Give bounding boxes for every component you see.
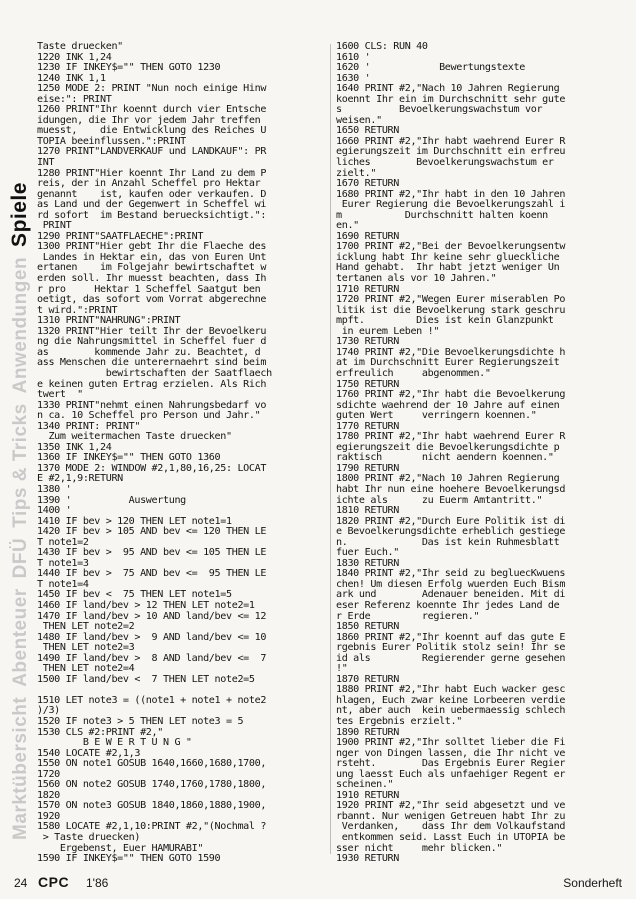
code-line: ng die Nahrungsmittel in Scheffel fuer d <box>37 336 267 348</box>
code-line: 1260 PRINT"Ihr koennt durch vier Entsche <box>37 104 267 116</box>
code-line: E #2,1,9:RETURN <box>37 473 123 485</box>
code-line: 1590 IF INKEY$="" THEN GOTO 1590 <box>37 853 221 865</box>
code-line: 1780 PRINT #2,"Ihr habt waehrend Eurer R <box>336 431 566 443</box>
code-line: Eurer Regierung die Bevoelkerungszahl i <box>336 199 566 211</box>
code-line: 1300 PRINT"Hier gebt Ihr die Flaeche des <box>37 241 267 253</box>
code-line: as kommende Jahr zu. Beachtet, d <box>37 346 261 358</box>
code-line: 1280 PRINT"Hier koennt Ihr Land zu dem P <box>37 167 267 179</box>
section-tab: Spiele <box>8 182 31 247</box>
code-line: r Erde regieren." <box>336 610 480 622</box>
code-line: 1850 RETURN <box>336 621 399 633</box>
code-line: e keinen guten Ertrag erzielen. Als Rich <box>37 378 267 390</box>
page-footer <box>0 874 636 894</box>
code-line: ung laesst Euch als unfaehiger Regent er <box>336 768 566 780</box>
code-line: 1710 RETURN <box>336 283 399 295</box>
code-line: en." <box>336 220 359 232</box>
code-line: raktisch nicht aendern koennen." <box>336 452 554 464</box>
section-index-sidebar <box>0 0 34 880</box>
code-line: 1370 MODE 2: WINDOW #2,1,80,16,25: LOCAT <box>37 462 267 474</box>
code-line: 1450 IF bev < 75 THEN LET note1=5 <box>37 589 232 601</box>
code-line: egierungszeit die Bevoelkerungsdichte p <box>336 441 560 453</box>
code-line: 1640 PRINT #2,"Nach 10 Jahren Regierung <box>336 83 560 95</box>
code-line: bewirtschaften der Saatflaech <box>37 367 272 379</box>
code-line: nger von Dingen lassen, die Ihr nicht ve <box>336 747 566 759</box>
code-line: reis, der in Anzahl Scheffel pro Hektar <box>37 178 261 190</box>
code-line: 1430 IF bev > 95 AND bev <= 105 THEN LE <box>37 547 267 559</box>
code-line: 1390 ' Auswertung <box>37 494 186 506</box>
code-line: 1410 IF bev > 120 THEN LET note1=1 <box>37 515 232 527</box>
code-line: rgebnis Eurer Politik stolz sein! Ihr se <box>336 642 566 654</box>
code-line: zielt." <box>336 167 377 179</box>
code-line: 1530 CLS #2:PRINT #2," <box>37 726 163 738</box>
code-line: 1330 PRINT"nehmt einen Nahrungsbedarf vo <box>37 399 267 411</box>
code-line: 1930 RETURN <box>336 853 399 865</box>
code-line: THEN LET note2=3 <box>37 642 135 654</box>
code-line: twert " <box>37 389 83 401</box>
code-line: 1920 <box>37 810 60 822</box>
code-line: 1290 PRINT"SAATFLAECHE":PRINT <box>37 230 204 242</box>
code-line: Verdanken, dass Ihr dem Volkaufstand <box>336 821 566 833</box>
code-line: liches Bevoelkerungswachstum er <box>336 157 554 169</box>
code-line: 1650 RETURN <box>336 125 399 137</box>
code-line: 1500 IF land/bev < 7 THEN LET note2=5 <box>37 673 255 685</box>
code-line: Zum weitermachen Taste druecken" <box>37 431 232 443</box>
code-line: !" <box>336 663 348 675</box>
code-line: 1240 INK 1,1 <box>37 72 106 84</box>
code-line: id als Regierender gerne gesehen <box>336 652 566 664</box>
code-line: T note1=2 <box>37 536 89 548</box>
code-line: chen! Um diesen Erfolg wuerden Euch Bism <box>336 578 566 590</box>
code-line: 1580 LOCATE #2,1,10:PRINT #2,"(Nochmal ? <box>37 821 267 833</box>
code-line: 1440 IF bev > 75 AND bev <= 95 THEN LE <box>37 568 267 580</box>
code-line: erden soll. Ihr muesst beachten, dass Ih <box>37 273 267 285</box>
code-line: rbannt. Nur wenigen Getreuen habt Ihr zu <box>336 810 566 822</box>
code-line: 1890 RETURN <box>336 726 399 738</box>
code-line: 1550 ON note1 GOSUB 1640,1660,1680,1700, <box>37 758 267 770</box>
section-tab: Tips & Tricks <box>10 403 31 528</box>
code-line: litik ist die Bevoelkerung stark geschru <box>336 304 566 316</box>
page-number: 24 <box>14 876 28 890</box>
code-line: 1490 IF land/bev > 8 AND land/bev <= 7 <box>37 652 267 664</box>
code-line: Landes in Hektar ein, das von Euren Unt <box>37 251 267 263</box>
code-line: Hand gehabt. Ihr habt jetzt weniger Un <box>336 262 560 274</box>
code-line: 1340 PRINT: PRINT" <box>37 420 141 432</box>
code-line: 1790 RETURN <box>336 462 399 474</box>
code-line: nt, aber auch kein uebermaessig schlech <box>336 705 566 717</box>
code-line: 1630 ' <box>336 72 371 84</box>
code-line: 1870 RETURN <box>336 673 399 685</box>
code-line: ichte als zu Euerm Amtantritt." <box>336 494 543 506</box>
code-line: 1220 INK 1,24 <box>37 51 112 63</box>
code-line: 1470 IF land/bev > 10 AND land/bev <= 12 <box>37 610 267 622</box>
code-line: PRINT <box>37 220 72 232</box>
edition-label: Sonderheft <box>563 876 622 890</box>
code-line: 1270 PRINT"LANDVERKAUF und LANDKAUF": PR <box>37 146 267 158</box>
code-line: habt Ihr nun eine hoehere Bevoelkerungsd <box>336 483 566 495</box>
code-line: koennt Ihr ein im Durchschnitt sehr gute <box>336 93 566 105</box>
code-line: genannt ist, kaufen oder verkaufen. D <box>37 188 267 200</box>
code-line: 1460 IF land/bev > 12 THEN LET note2=1 <box>37 599 255 611</box>
column-divider <box>330 44 331 854</box>
code-line: 1560 ON note2 GOSUB 1740,1760,1780,1800, <box>37 779 267 791</box>
code-line: at im Durchschnitt Eurer Regierungszeit <box>336 357 560 369</box>
code-line: 1420 IF bev > 105 AND bev <= 120 THEN LE <box>37 526 267 538</box>
code-line: TOPIA beeinflussen.":PRINT <box>37 135 186 147</box>
code-line: in eurem Leben !" <box>336 325 440 337</box>
code-line: 1480 IF land/bev > 9 AND land/bev <= 10 <box>37 631 267 643</box>
code-line: m Durchschnitt halten koenn <box>336 209 548 221</box>
code-line: as Land und der Gegenwert in Scheffel wi <box>37 199 267 211</box>
code-line: T note1=4 <box>37 578 89 590</box>
section-tab: Abenteuer <box>10 588 31 687</box>
code-line: > Taste druecken) <box>37 832 141 844</box>
code-line: n ca. 10 Scheffel pro Person und Jahr." <box>37 410 261 422</box>
code-line: rsteht. Das Ergebnis Eurer Regier <box>336 758 566 770</box>
code-line: 1720 <box>37 768 60 780</box>
code-line: 1880 PRINT #2,"Ihr habt Euch wacker gesc <box>336 684 566 696</box>
code-line: 1810 RETURN <box>336 505 399 517</box>
code-line: Taste druecken" <box>37 41 123 52</box>
code-line: ass Menschen die unterernaehrt sind beim <box>37 357 267 369</box>
code-line: guten Wert verringern koennen." <box>336 410 537 422</box>
code-line: hlagen, Euch zwar keine Lorbeeren verdie <box>336 694 566 706</box>
code-line: 1510 LET note3 = ((note1 + note1 + note2 <box>37 694 267 706</box>
code-line: tertanen als vor 10 Jahren." <box>336 273 497 285</box>
code-line: 1770 RETURN <box>336 420 399 432</box>
code-line: 1690 RETURN <box>336 230 399 242</box>
code-line: n. Das ist kein Ruhmesblatt <box>336 536 560 548</box>
code-line: 1700 PRINT #2,"Bei der Bevoelkerungsentw <box>336 241 566 253</box>
code-listing-right-column <box>336 41 624 865</box>
code-line: 1380 ' <box>37 483 72 495</box>
code-line: sser nicht mehr blicken." <box>336 842 503 854</box>
code-line: eser Referenz koennte Ihr jedes Land de <box>336 599 560 611</box>
code-line: 1520 IF note3 > 5 THEN LET note3 = 5 <box>37 716 244 727</box>
code-line: mpft. Dies ist kein Glanzpunkt <box>336 315 554 327</box>
code-line: s Bevoelkerungswachstum vor <box>336 104 543 116</box>
code-line: 1610 ' <box>336 51 371 63</box>
code-line: weisen." <box>336 114 382 126</box>
code-listing-left-column <box>37 41 327 865</box>
code-line: T note1=3 <box>37 557 89 569</box>
code-line: 1250 MODE 2: PRINT "Nun noch einige Hinw <box>37 83 267 95</box>
code-line: egierungszeit im Durchschnitt ein erfreu <box>336 146 566 158</box>
code-line: e Bevoelkerungsdichte erheblich gestiege <box>336 526 566 538</box>
code-line: 1360 IF INKEY$="" THEN GOTO 1360 <box>37 452 221 464</box>
code-line: THEN LET note2=4 <box>37 663 135 675</box>
code-line: muesst, die Entwicklung des Reiches U <box>37 125 267 137</box>
code-line: sdichte waehrend der 10 Jahre auf einen <box>336 399 560 411</box>
code-line: 1310 PRINT"NAHRUNG":PRINT <box>37 315 181 327</box>
code-line: tes Ergebnis erzielt." <box>336 716 462 727</box>
code-line: ertanen im Folgejahr bewirtschaftet w <box>37 262 267 274</box>
code-line: 1750 RETURN <box>336 378 399 390</box>
code-line: 1910 RETURN <box>336 789 399 801</box>
code-line: INT <box>37 157 55 169</box>
issue-label: 1'86 <box>86 876 109 890</box>
code-line: Ergebenst, Euer HAMURABI" <box>37 842 204 854</box>
code-line: erfreulich abgenommen." <box>336 367 491 379</box>
code-line: 1660 PRINT #2,"Ihr habt waehrend Eurer R <box>336 135 566 147</box>
code-line: 1400 ' <box>37 505 72 517</box>
code-line: 1920 PRINT #2,"Ihr seid abgesetzt und ve <box>336 800 566 812</box>
code-line: eise:": PRINT <box>37 93 112 105</box>
code-line: rd sofort im Bestand beruecksichtigt.": <box>37 209 267 221</box>
code-line: scheinen." <box>336 779 394 791</box>
code-line: 1320 PRINT"Hier teilt Ihr der Bevoelkeru <box>37 325 267 337</box>
code-line: 1800 PRINT #2,"Nach 10 Jahren Regierung <box>336 473 560 485</box>
code-line: THEN LET note2=2 <box>37 621 135 633</box>
code-line: 1540 LOCATE #2,1,3 <box>37 747 141 759</box>
code-line: 1600 CLS: RUN 40 <box>336 41 428 52</box>
code-line: 1900 PRINT #2,"Ihr solltet lieber die Fi <box>336 737 566 749</box>
code-line: 1860 PRINT #2,"Ihr koennt auf das gute E <box>336 631 566 643</box>
code-line: 1840 PRINT #2,"Ihr seid zu begluecKwuens <box>336 568 566 580</box>
code-line: r pro Hektar 1 Scheffel Saatgut ben <box>37 283 261 295</box>
code-line: oetigt, das sofort vom Vorrat abgerechne <box>37 294 267 306</box>
section-tab: Marktübersicht <box>10 696 31 840</box>
code-line: 1230 IF INKEY$="" THEN GOTO 1230 <box>37 62 221 74</box>
code-line: 1820 <box>37 789 60 801</box>
code-line: B E W E R T U N G " <box>37 737 192 749</box>
code-line: 1830 RETURN <box>336 557 399 569</box>
code-line: 1680 PRINT #2,"Ihr habt in den 10 Jahren <box>336 188 566 200</box>
code-line: t wird.":PRINT <box>37 304 118 316</box>
magazine-logo: CPC <box>38 874 70 890</box>
code-line: 1730 RETURN <box>336 336 399 348</box>
code-line: entkommen seid. Lasst Euch in UTOPIA be <box>336 832 566 844</box>
section-tab: Anwendungen <box>10 256 31 394</box>
code-line: 1350 INK 1,24 <box>37 441 112 453</box>
code-line: icklung habt Ihr keine sehr glueckliche <box>336 251 560 263</box>
code-line: 1570 ON note3 GOSUB 1840,1860,1880,1900, <box>37 800 267 812</box>
code-line: 1670 RETURN <box>336 178 399 190</box>
code-line: 1620 ' Bewertungstexte <box>336 62 525 74</box>
code-line: )/3) <box>37 705 60 717</box>
section-index <box>8 172 32 840</box>
section-tab: DFÜ <box>10 537 31 579</box>
code-line: 1740 PRINT #2,"Die Bevoelkerungsdichte h <box>336 346 566 358</box>
code-line: ark und Adenauer beneiden. Mit di <box>336 589 566 601</box>
code-line: idungen, die Ihr vor jedem Jahr treffen <box>37 114 261 126</box>
code-line: fuer Euch." <box>336 547 399 559</box>
code-line: 1820 PRINT #2,"Durch Eure Politik ist di <box>336 515 566 527</box>
code-line: 1720 PRINT #2,"Wegen Eurer miserablen Po <box>336 294 566 306</box>
code-line: 1760 PRINT #2,"Ihr habt die Bevoelkerung <box>336 389 566 401</box>
